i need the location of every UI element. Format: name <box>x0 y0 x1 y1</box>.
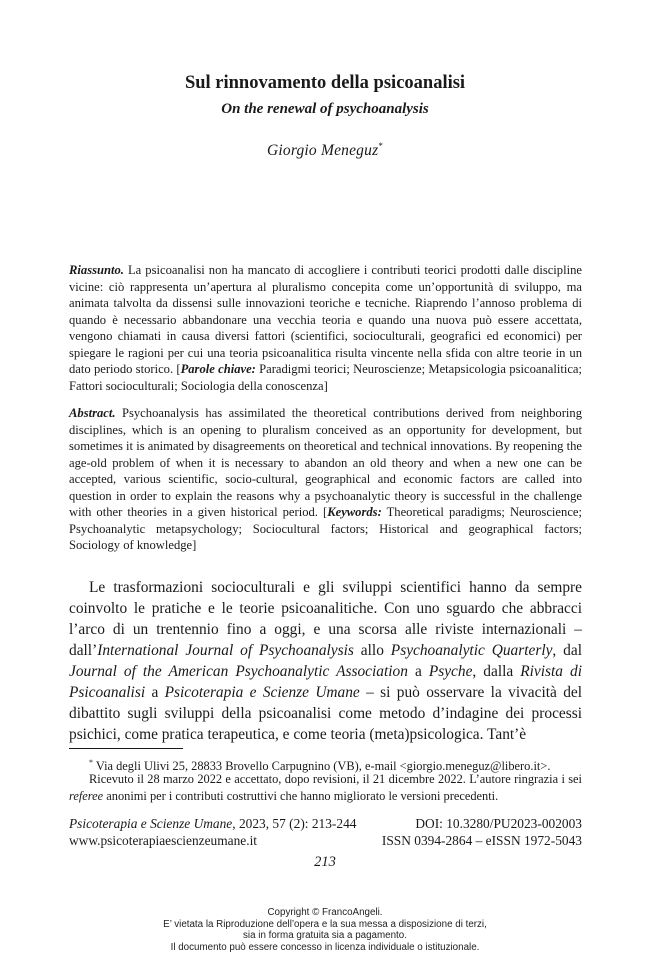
abstract-english-keywords-label: Keywords: <box>327 505 382 519</box>
journal-website: www.psicoterapiaescienzeumane.it <box>69 833 258 848</box>
journal-citation <box>69 815 356 832</box>
body-text-segment: a <box>145 684 165 701</box>
footnote-received <box>69 771 582 805</box>
issn: ISSN 0394-2864 – eISSN 1972-5043 <box>381 833 582 848</box>
body-text-segment: a <box>407 663 429 680</box>
author-name: Giorgio Meneguz <box>266 142 379 160</box>
abstract-italian-text: La psicoanalisi non ha mancato di accogliere i contributi teorici prodotti dalle discipline vicine: ciò rappresenta un’apertura al pluralismo concepita come un’opportunità di sviluppo, ma animata talvolta da dissensi sulle innovazioni teoriche e tecniche. Riaprendo l’annoso problema di quando è necessario abbandonare una vecchia teoria e quando una nuova può essere accettata, vengono chiamati in causa diversi fattori (scientifici, socioculturali, geografici ed economici) per spiegare le ragioni per cui una teoria psicoanalitica risulta vincente nella sfida con altre teorie in un dato periodo storico. [ <box>69 263 582 376</box>
footnote-address-text: Via degli Ulivi 25, 28833 Brovello Carpugnino (VB), e-mail <giorgio.meneguz@libero.it>. <box>93 759 551 774</box>
journal-name: International Journal of Psychoanalysis <box>97 642 354 659</box>
footnote-mark: * <box>89 758 93 767</box>
article-subtitle: On the renewal of psychoanalysis <box>221 101 429 117</box>
abstract-english-keywords: Theoretical paradigms; Neuroscience; Psychoanalytic metapsychology; Sociocultural factors; Historical and geographical factors; Sociology of knowledge] <box>69 505 582 552</box>
abstract-english-text: Psychoanalysis has assimilated the theoretical contributions derived from neighboring disciplines, which is an opening to pluralism conceived as an opportunity for development, but sometimes it is animated by disagreements on theoretical and technical innovations. By reopening the age-old problem of when it is necessary to abandon an old theory and when a new one can be accepted, various scientific, socio-cultural, geographical and economic factors are called into question in order to explain the reasons why a psychoanalytic theory is successful in the challenge with other theories in a given historical period. [ <box>69 406 582 519</box>
abstract-italian-keywords-label: Parole chiave: <box>180 362 256 376</box>
page-number: 213 <box>314 854 336 870</box>
abstract-english-lead: Abstract. <box>69 406 116 420</box>
author-footnote-mark: * <box>378 141 384 151</box>
copyright-notice <box>0 907 650 953</box>
journal-name: Journal of the American Psychoanalytic Association <box>69 663 408 680</box>
body-text-segment: – si può osservare la vivacità del dibattito sugli sviluppi della psicoanalisi come metodo d’indagine dei processi psichici, come pratica terapeutica, e come teoria (meta)psicologica. Tant’è <box>69 684 582 743</box>
doi: DOI: 10.3280/PU2023-002003 <box>415 816 582 831</box>
article-author <box>0 141 650 160</box>
abstract-italian <box>69 262 582 394</box>
footnote-received-text: anonimi per i contributi costruttivi che hanno migliorato le versioni precedenti. <box>103 789 499 803</box>
journal-citation-title: Psicoterapia e Scienze Umane <box>69 816 233 831</box>
copyright-line: sia in forma gratuita sia a pagamento. <box>243 930 407 941</box>
copyright-line: Copyright © FrancoAngeli. <box>267 907 383 918</box>
abstract-english <box>69 405 582 554</box>
footnote-received-text: Ricevuto il 28 marzo 2022 e accettato, dopo revisioni, il 21 dicembre 2022. L’autore ringrazia i sei <box>89 772 582 786</box>
journal-name: Psicoterapia e Scienze Umane <box>164 684 360 701</box>
body-paragraph <box>69 577 582 745</box>
footnote-referee: referee <box>69 789 104 803</box>
body-text-segment: , dal <box>552 642 582 659</box>
journal-name: Psychoanalytic Quarterly <box>390 642 553 659</box>
article-title: Sul rinnovamento della psicoanalisi <box>184 73 466 93</box>
journal-citation-details: , 2023, 57 (2): 213-244 <box>232 816 357 831</box>
abstract-italian-keywords: Paradigmi teorici; Neuroscienze; Metapsicologia psicoanalitica; Fattori socioculturali; Sociologia della conoscenza] <box>69 362 583 393</box>
body-text-segment: Le trasformazioni socioculturali e gli sviluppi scientifici hanno da sempre coinvolto le pratiche e le teorie psicoanalitiche. Con uno sguardo che abbracci l’arco di un trentennio fino a oggi, e una scorsa alle riviste internazionali – dall’ <box>69 579 582 659</box>
abstract-italian-lead: Riassunto. <box>69 263 124 277</box>
copyright-line: Il documento può essere concesso in licenza individuale o istituzionale. <box>170 941 480 953</box>
body-text-segment: , dalla <box>472 663 521 680</box>
journal-name: Psyche <box>428 663 473 680</box>
body-text-segment: allo <box>353 642 391 659</box>
copyright-line: E’ vietata la Riproduzione dell’opera e la sua messa a disposizione di terzi, <box>163 918 487 930</box>
journal-name: Rivista di Psicoanalisi <box>69 663 582 701</box>
footnote-divider <box>69 748 183 749</box>
